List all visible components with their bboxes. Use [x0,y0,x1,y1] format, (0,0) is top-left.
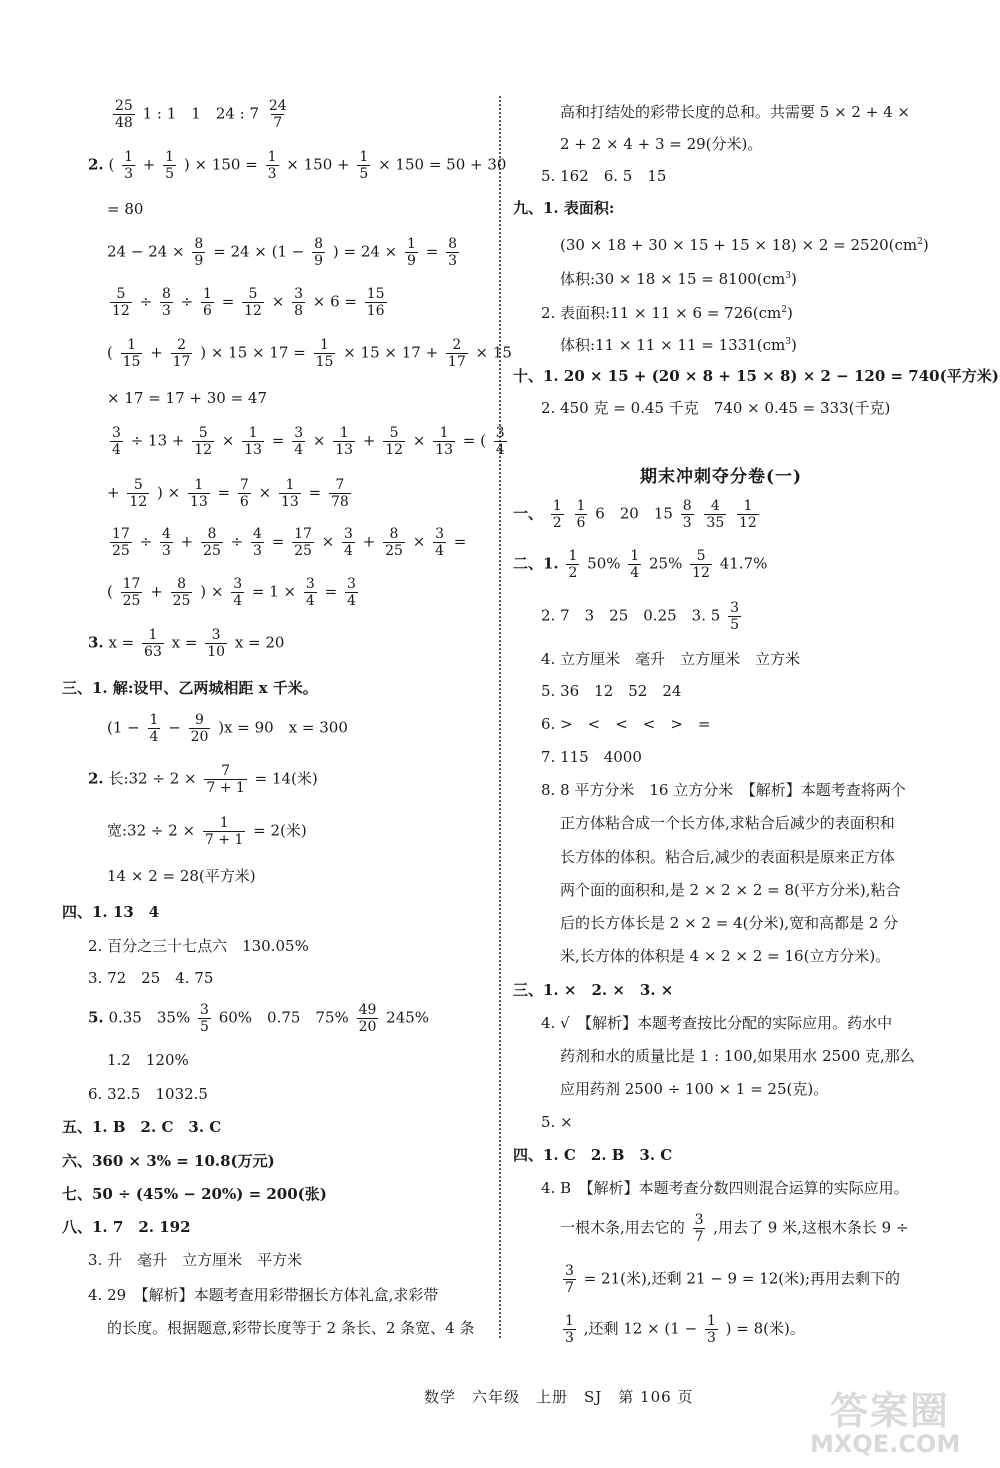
answer-line: 四、1. C 2. B 3. C [513,1146,673,1164]
answer-line: 14 × 2 = 28(平方米) [107,867,256,885]
watermark-url: MXQE.COM [810,1430,961,1458]
answer-line: 2 + 2 × 4 + 3 = 29(分米)。 [560,135,763,153]
answer-line: 长方体的体积。粘合后,减少的表面积是原来正方体 [560,848,895,866]
answer-line: 24 − 24 × $\frac{8}{9}$ = 24 × (1 − $\frac{8}{9}$ ) = 24 × $\frac{1}{9}$ = $\frac{8}{3}$ [107,236,458,269]
answer-line: 三、1. 解:设甲、乙两城相距 x 千米。 [62,679,318,697]
answer-line: 正方体粘合成一个长方体,求粘合后减少的表面积和 [560,814,895,832]
answer-line: 的长度。根据题意,彩带长度等于 2 条长、2 条宽、4 条 [107,1319,475,1337]
answer-line: 六、360 × 3% = 10.8(万元) [62,1152,275,1170]
watermark-logo-text: 答案圈 [830,1389,951,1433]
answer-line: 5. 0.35 35% $\frac{3}{5}$ 60% 0.75 75% $\frac{49}{20}$ 245% [88,1002,430,1035]
page-footer: 数学 六年级 上册 SJ 第 106 页 [424,1388,694,1406]
answer-line: 2. 450 克 = 0.45 千克 740 × 0.45 = 333(千克) [541,399,891,417]
answer-line: 8. 8 平方分米 16 立方分米 【解析】本题考查将两个 [541,781,906,799]
answer-line: ( $\frac{1}{15}$ + $\frac{2}{17}$ ) × 15 × 17 = $\frac{1}{15}$ × 15 × 17 + $\frac{2}{17}$ × 15 [107,337,512,370]
answer-line: 米,长方体的体积是 4 × 2 × 2 = 16(立方分米)。 [560,947,891,965]
answer-line: 4. 立方厘米 毫升 立方厘米 立方米 [541,650,801,668]
answer-line: 应用药剂 2500 ÷ 100 × 1 = 25(克)。 [560,1080,829,1098]
answer-line: 九、1. 表面积: [513,199,615,217]
answer-line: (1 − $\frac{1}{4}$ − $\frac{9}{20}$ )x = 90 x = 300 [107,712,348,745]
answer-line: 五、1. B 2. C 3. C [62,1118,222,1136]
answer-line: 5. × [541,1113,573,1131]
answer-line: 6. > < < < > = [541,715,711,733]
answer-line: 4. √ 【解析】本题考查按比分配的实际应用。药水中 [541,1014,893,1032]
answer-line: $\frac{17}{25}$ ÷ $\frac{4}{3}$ + $\frac{8}{25}$ ÷ $\frac{4}{3}$ = $\frac{17}{25}$ × $\frac{3}{4}$ + $\frac{8}{25}$ × $\frac{3}{4}$ = [112,526,467,559]
answer-line: 4. 29 【解析】本题考查用彩带捆长方体礼盒,求彩带 [88,1286,439,1304]
answer-line: 2. 表面积:11 × $11 \times 6 = 726(cm^2)$ [541,304,793,322]
answer-line: $\frac{3}{4}$ ÷ 13 + $\frac{5}{12}$ × $\frac{1}{13}$ = $\frac{3}{4}$ × $\frac{1}{13}$ + $\frac{5}{12}$ × $\frac{1}{13}$ = ( $\frac{3}{4}$ [112,425,505,458]
answer-line: $\frac{3}{7}$ = 21(米),还剩 21 − 9 = 12(米);再用去剩下的 [565,1263,901,1296]
answer-line: × 17 = 17 + 30 = 47 [107,389,267,407]
answer-line: 三、1. × 2. × 3. × [513,981,674,999]
answer-line: 药剂和水的质量比是 1 : 100,如果用水 2500 克,那么 [560,1047,915,1065]
answer-line: 一、 $\frac{1}{2}$ $\frac{1}{6}$ 6 20 15 $\frac{8}{3}$ $\frac{4}{35}$ $\frac{1}{12}$ [513,498,757,531]
answer-line: 高和打结处的彩带长度的总和。共需要 5 × 2 + 4 × [560,103,910,121]
answer-line: 一根木条,用去它的 $\frac{3}{7}$ ,用去了 9 米,这根木条长 9 ÷ [560,1212,909,1245]
answer-line: 二、1. $\frac{1}{2}$ 50% $\frac{1}{4}$ 25% $\frac{5}{12}$ 41.7% [513,548,768,581]
answer-line: ( $\frac{17}{25}$ + $\frac{8}{25}$ ) × $\frac{3}{4}$ = 1 × $\frac{3}{4}$ = $\frac{3}{4}$ [107,576,356,609]
answer-line: 体积:30 × $18 \times 15 = 8100(cm^3)$ [560,270,797,288]
answer-line: 十、1. 20 × 15 + (20 × 8 + 15 × 8) × 2 − 120 = 740(平方米) [513,367,999,385]
answer-line: 3. 升 毫升 立方厘米 平方米 [88,1251,303,1269]
column-divider [499,96,501,1338]
answer-line: 2. 长:32 ÷ 2 × $\frac{7}{7 + 1}$ = 14(米) [88,763,318,796]
answer-line: $\frac{1}{3}$ ,还剩 12 × (1 − $\frac{1}{3}$ ) = 8(米)。 [565,1313,805,1346]
fraction: $\frac{25}{48}$ [115,98,133,131]
section-title: 期末冲刺夺分卷(一) [640,467,803,487]
answer-line: 四、1. 13 4 [62,903,160,921]
answer-line: 2. 百分之三十七点六 130.05% [88,937,309,955]
answer-line: 7. 115 4000 [541,748,642,766]
answer-line: 3. 72 25 4. 75 [88,969,214,987]
answer-line: 2. 7 3 25 0.25 3. 5 $\frac{3}{5}$ [541,600,739,633]
answer-line: 两个面的面积和,是 2 × 2 × 2 = 8(平方分米),粘合 [560,881,901,899]
fraction: $\frac{24}{7}$ [268,98,287,131]
answer-line: 4. B 【解析】本题考查分数四则混合运算的实际应用。 [541,1179,909,1197]
answer-line: = 80 [107,200,144,218]
answer-line: 3. x = $\frac{1}{63}$ x = $\frac{3}{10}$ x = 20 [88,627,285,660]
answer-line: 体积:11 × $11 \times 11 = 1331(cm^3)$ [560,336,797,354]
watermark [790,1380,990,1460]
answer-line: 1.2 120% [107,1051,189,1069]
answer-line: 6. 32.5 1032.5 [88,1085,208,1103]
answer-line: 5. 162 6. 5 15 [541,167,667,185]
answer-line: 八、1. 7 2. 192 [62,1218,191,1236]
answer-line: 宽:32 ÷ 2 × $\frac{1}{7 + 1}$ = 2(米) [107,815,307,848]
answer-line: $\frac{5}{12}$ ÷ $\frac{8}{3}$ ÷ $\frac{1}{6}$ = $\frac{5}{12}$ × $\frac{3}{8}$ × 6 = $\frac{15}{16}$ [112,286,385,319]
answer-line: $\frac{25}{48}$ 1 : 1 1 24 : 7 $\frac{24}{7}$ [115,98,287,131]
answer-line: 后的长方体长是 2 × 2 = 4(分米),宽和高都是 2 分 [560,914,899,932]
answer-line: 2. ( $\frac{1}{3}$ + $\frac{1}{5}$ ) × 150 = $\frac{1}{3}$ × 150 + $\frac{1}{5}$ × 150 = 50 + 30 [88,149,507,182]
answer-line: 七、50 ÷ (45% − 20%) = 200(张) [62,1185,327,1203]
answer-line: $(30 \times 18 + 30 \times 15 + 15 \times 18) \times 2 = 2520(cm^2)$ [560,236,929,254]
answer-line: 5. 36 12 52 24 [541,682,682,700]
answer-line: + $\frac{5}{12}$ ) × $\frac{1}{13}$ = $\frac{7}{6}$ × $\frac{1}{13}$ = $\frac{7}{78}$ [107,477,349,510]
